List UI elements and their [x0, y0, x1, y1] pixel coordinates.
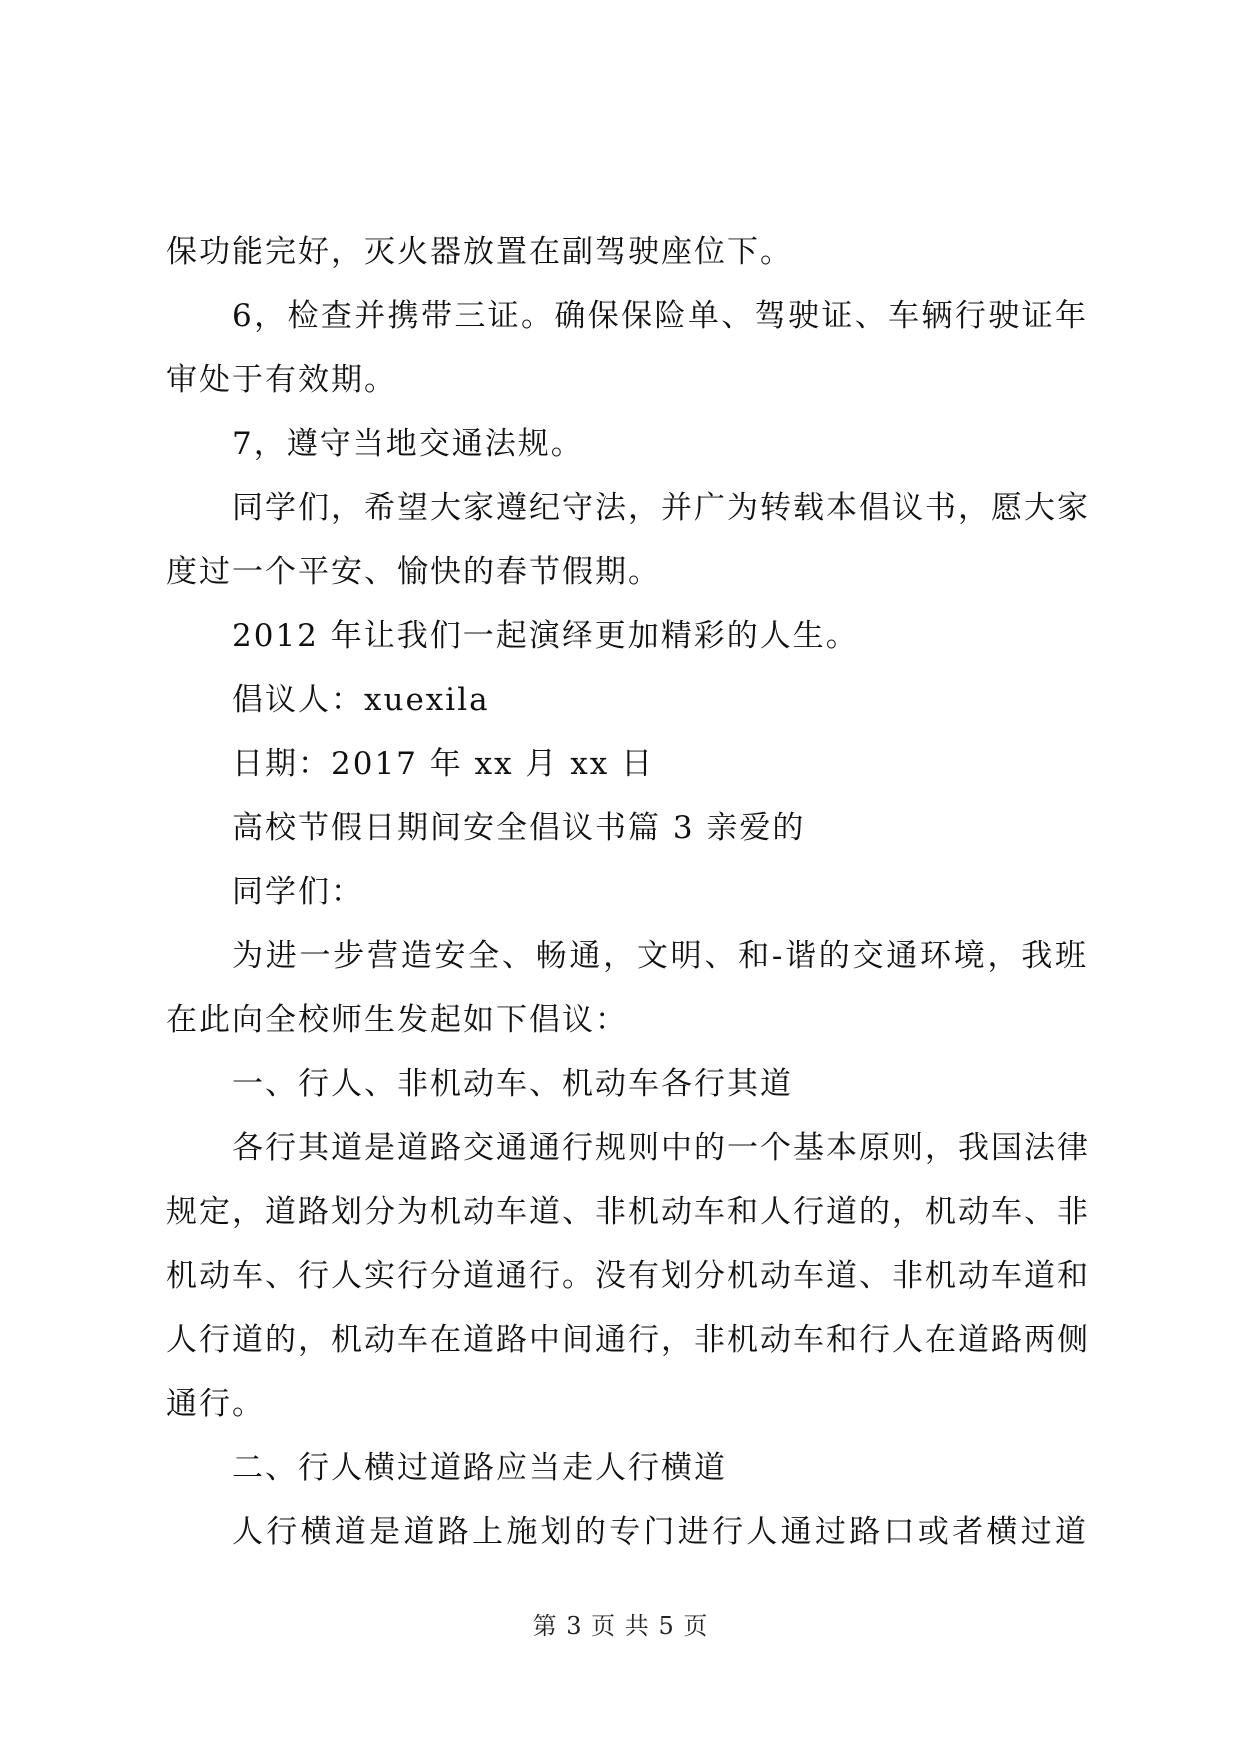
- text-line: 2012 年让我们一起演绎更加精彩的人生。: [232, 618, 859, 654]
- text-line: 日期：2017 年 xx 月 xx 日: [232, 746, 655, 782]
- text-line: 审处于有效期。: [166, 362, 397, 398]
- text-line: 高校节假日期间安全倡议书篇 3 亲爱的: [232, 810, 806, 846]
- text-line: 规定，道路划分为机动车道、非机动车和人行道的，机动车、非: [166, 1194, 1090, 1230]
- text-line: 人行道的，机动车在道路中间通行，非机动车和行人在道路两侧: [166, 1322, 1090, 1358]
- text-line: 机动车、行人实行分道通行。没有划分机动车道、非机动车道和: [166, 1258, 1090, 1294]
- text-line: 为进一步营造安全、畅通，文明、和-谐的交通环境，我班: [232, 938, 1088, 974]
- text-line: 在此向全校师生发起如下倡议：: [166, 1002, 628, 1038]
- text-line: 人行横道是道路上施划的专门进行人通过路口或者横过道: [232, 1514, 1088, 1550]
- text-line: 通行。: [166, 1386, 265, 1422]
- text-line: 度过一个平安、愉快的春节假期。: [166, 554, 661, 590]
- section-heading: 二、行人横过道路应当走人行横道: [232, 1450, 727, 1486]
- text-line: 倡议人：xuexila: [232, 682, 490, 718]
- text-line: 6，检查并携带三证。确保保险单、驾驶证、车辆行驶证年: [232, 298, 1088, 334]
- text-line: 各行其道是道路交通通行规则中的一个基本原则，我国法律: [232, 1130, 1090, 1166]
- page-number: 第 3 页 共 5 页: [532, 1612, 709, 1640]
- text-line: 同学们，希望大家遵纪守法，并广为转载本倡议书，愿大家: [232, 490, 1090, 526]
- section-heading: 一、行人、非机动车、机动车各行其道: [232, 1066, 793, 1102]
- text-line: 保功能完好，灭火器放置在副驾驶座位下。: [166, 234, 793, 270]
- document-body: [166, 220, 1088, 1564]
- text-line: 7，遵守当地交通法规。: [232, 426, 584, 462]
- text-line: 同学们：: [232, 874, 364, 910]
